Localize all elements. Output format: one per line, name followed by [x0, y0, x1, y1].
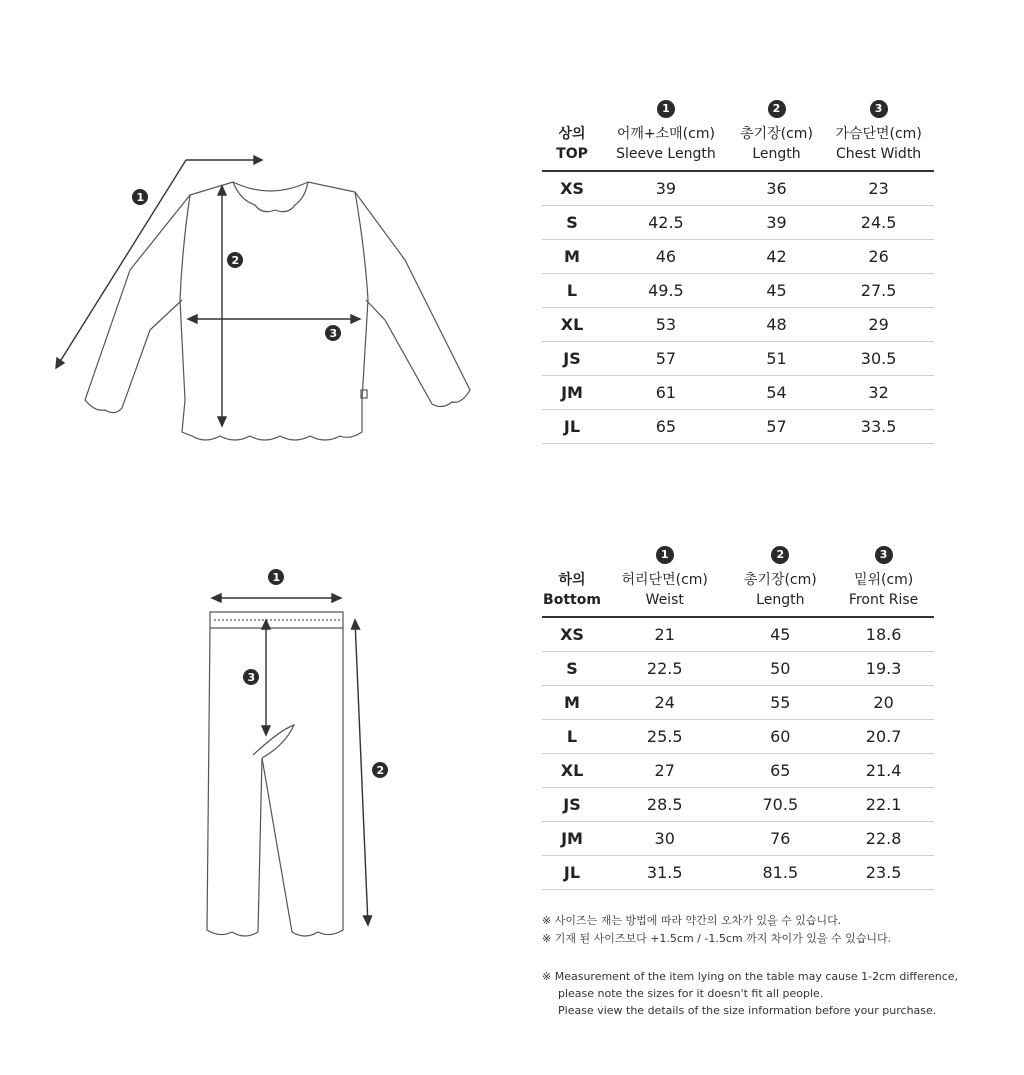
top-value-cell: 39	[602, 171, 730, 206]
bottom-size-cell: JS	[542, 788, 602, 822]
bottom-value-cell: 22.1	[833, 788, 934, 822]
bottom-value-cell: 27	[602, 754, 727, 788]
bottom-row-xl	[542, 754, 934, 788]
top-size-cell: L	[542, 274, 602, 308]
sleeve-arrow-diagonal	[56, 160, 186, 368]
top-row-xs	[542, 171, 934, 206]
top-value-cell: 27.5	[823, 274, 934, 308]
top-value-cell: 48	[730, 308, 823, 342]
pants-legs-outline	[207, 628, 343, 936]
top-row-l	[542, 274, 934, 308]
top-row-jm	[542, 376, 934, 410]
pants-garment-diagram	[0, 520, 520, 940]
bottom-value-cell: 28.5	[602, 788, 727, 822]
top-value-cell: 26	[823, 240, 934, 274]
top-value-cell: 39	[730, 206, 823, 240]
top-value-cell: 61	[602, 376, 730, 410]
svg-text:3: 3	[247, 671, 256, 684]
bottom-value-cell: 31.5	[602, 856, 727, 890]
top-size-cell: JS	[542, 342, 602, 376]
top-value-cell: 30.5	[823, 342, 934, 376]
bottom-col-rise: 3 밑위(cm) Front Rise	[833, 544, 934, 617]
notes-korean	[542, 912, 891, 948]
top-row-xl	[542, 308, 934, 342]
top-row-js	[542, 342, 934, 376]
bottom-col-waist: 1 허리단면(cm) Weist	[602, 544, 727, 617]
top-value-cell: 49.5	[602, 274, 730, 308]
svg-text:2: 2	[231, 254, 240, 267]
bottom-size-table	[542, 544, 934, 890]
bottom-row-m	[542, 686, 934, 720]
bottom-size-cell: JM	[542, 822, 602, 856]
top-size-cell: JL	[542, 410, 602, 444]
bottom-value-cell: 18.6	[833, 617, 934, 652]
top-table-body	[542, 171, 934, 444]
notes-english	[542, 968, 958, 1019]
bottom-row-jm	[542, 822, 934, 856]
bottom-value-cell: 21	[602, 617, 727, 652]
bottom-value-cell: 55	[727, 686, 833, 720]
bottom-row-xs	[542, 617, 934, 652]
top-value-cell: 33.5	[823, 410, 934, 444]
bottom-table-body	[542, 617, 934, 890]
note-kr-2: ※ 기재 된 사이즈보다 +1.5cm / -1.5cm 까지 차이가 있을 수 있습니다.	[542, 932, 892, 945]
bottom-row-jl	[542, 856, 934, 890]
bottom-value-cell: 20.7	[833, 720, 934, 754]
bottom-size-cell: XL	[542, 754, 602, 788]
top-value-cell: 46	[602, 240, 730, 274]
top-value-cell: 57	[602, 342, 730, 376]
bottom-table-header	[542, 544, 934, 617]
top-col-sleeve: 1 어깨+소매(cm) Sleeve Length	[602, 98, 730, 171]
bottom-value-cell: 25.5	[602, 720, 727, 754]
bottom-size-cell: L	[542, 720, 602, 754]
top-table-header	[542, 98, 934, 171]
top-value-cell: 24.5	[823, 206, 934, 240]
bottom-value-cell: 24	[602, 686, 727, 720]
top-value-cell: 54	[730, 376, 823, 410]
top-value-cell: 36	[730, 171, 823, 206]
top-value-cell: 51	[730, 342, 823, 376]
bottom-row-l	[542, 720, 934, 754]
top-value-cell: 57	[730, 410, 823, 444]
bottom-value-cell: 30	[602, 822, 727, 856]
bottom-value-cell: 20	[833, 686, 934, 720]
bottom-value-cell: 21.4	[833, 754, 934, 788]
right-sleeve-outline	[355, 192, 470, 407]
top-value-cell: 23	[823, 171, 934, 206]
svg-text:1: 1	[272, 571, 281, 584]
bottom-value-cell: 22.5	[602, 652, 727, 686]
top-size-cell: JM	[542, 376, 602, 410]
left-sleeve-outline	[85, 195, 190, 413]
top-value-cell: 32	[823, 376, 934, 410]
pants-crotch	[253, 725, 294, 758]
shirt-body-outline	[180, 182, 368, 440]
bottom-row-js	[542, 788, 934, 822]
bottom-size-cell: M	[542, 686, 602, 720]
top-row-s	[542, 206, 934, 240]
bottom-col-length: 2 총기장(cm) Length	[727, 544, 833, 617]
note-en-3: Please view the details of the size information before your purchase.	[558, 1004, 937, 1017]
bottom-value-cell: 23.5	[833, 856, 934, 890]
top-value-cell: 65	[602, 410, 730, 444]
note-en-1: ※ Measurement of the item lying on the table may cause 1-2cm difference,	[542, 970, 959, 983]
bottom-value-cell: 50	[727, 652, 833, 686]
top-size-cell: XS	[542, 171, 602, 206]
bottom-size-cell: S	[542, 652, 602, 686]
svg-text:3: 3	[329, 327, 338, 340]
bottom-table-label: 하의 Bottom	[542, 544, 602, 617]
bottom-value-cell: 76	[727, 822, 833, 856]
top-size-cell: S	[542, 206, 602, 240]
pants-length-arrow	[355, 620, 368, 925]
top-row-jl	[542, 410, 934, 444]
bottom-value-cell: 45	[727, 617, 833, 652]
top-value-cell: 53	[602, 308, 730, 342]
top-row-m	[542, 240, 934, 274]
top-garment-diagram	[0, 0, 520, 500]
top-size-table	[542, 98, 934, 444]
note-en-2: please note the sizes for it doesn't fit all people.	[558, 987, 824, 1000]
bottom-value-cell: 81.5	[727, 856, 833, 890]
top-table-label: 상의 TOP	[542, 98, 602, 171]
bottom-value-cell: 19.3	[833, 652, 934, 686]
top-value-cell: 42	[730, 240, 823, 274]
bottom-value-cell: 65	[727, 754, 833, 788]
bottom-size-cell: JL	[542, 856, 602, 890]
top-size-cell: M	[542, 240, 602, 274]
bottom-size-cell: XS	[542, 617, 602, 652]
bottom-badges	[243, 569, 388, 778]
bottom-value-cell: 22.8	[833, 822, 934, 856]
bottom-value-cell: 60	[727, 720, 833, 754]
top-col-chest: 3 가슴단면(cm) Chest Width	[823, 98, 934, 171]
note-kr-1: ※ 사이즈는 재는 방법에 따라 약간의 오차가 있을 수 있습니다.	[542, 914, 842, 927]
svg-text:2: 2	[376, 764, 385, 777]
top-col-length: 2 총기장(cm) Length	[730, 98, 823, 171]
bottom-value-cell: 70.5	[727, 788, 833, 822]
top-value-cell: 45	[730, 274, 823, 308]
top-size-cell: XL	[542, 308, 602, 342]
svg-text:1: 1	[136, 191, 145, 204]
top-value-cell: 29	[823, 308, 934, 342]
top-value-cell: 42.5	[602, 206, 730, 240]
bottom-row-s	[542, 652, 934, 686]
